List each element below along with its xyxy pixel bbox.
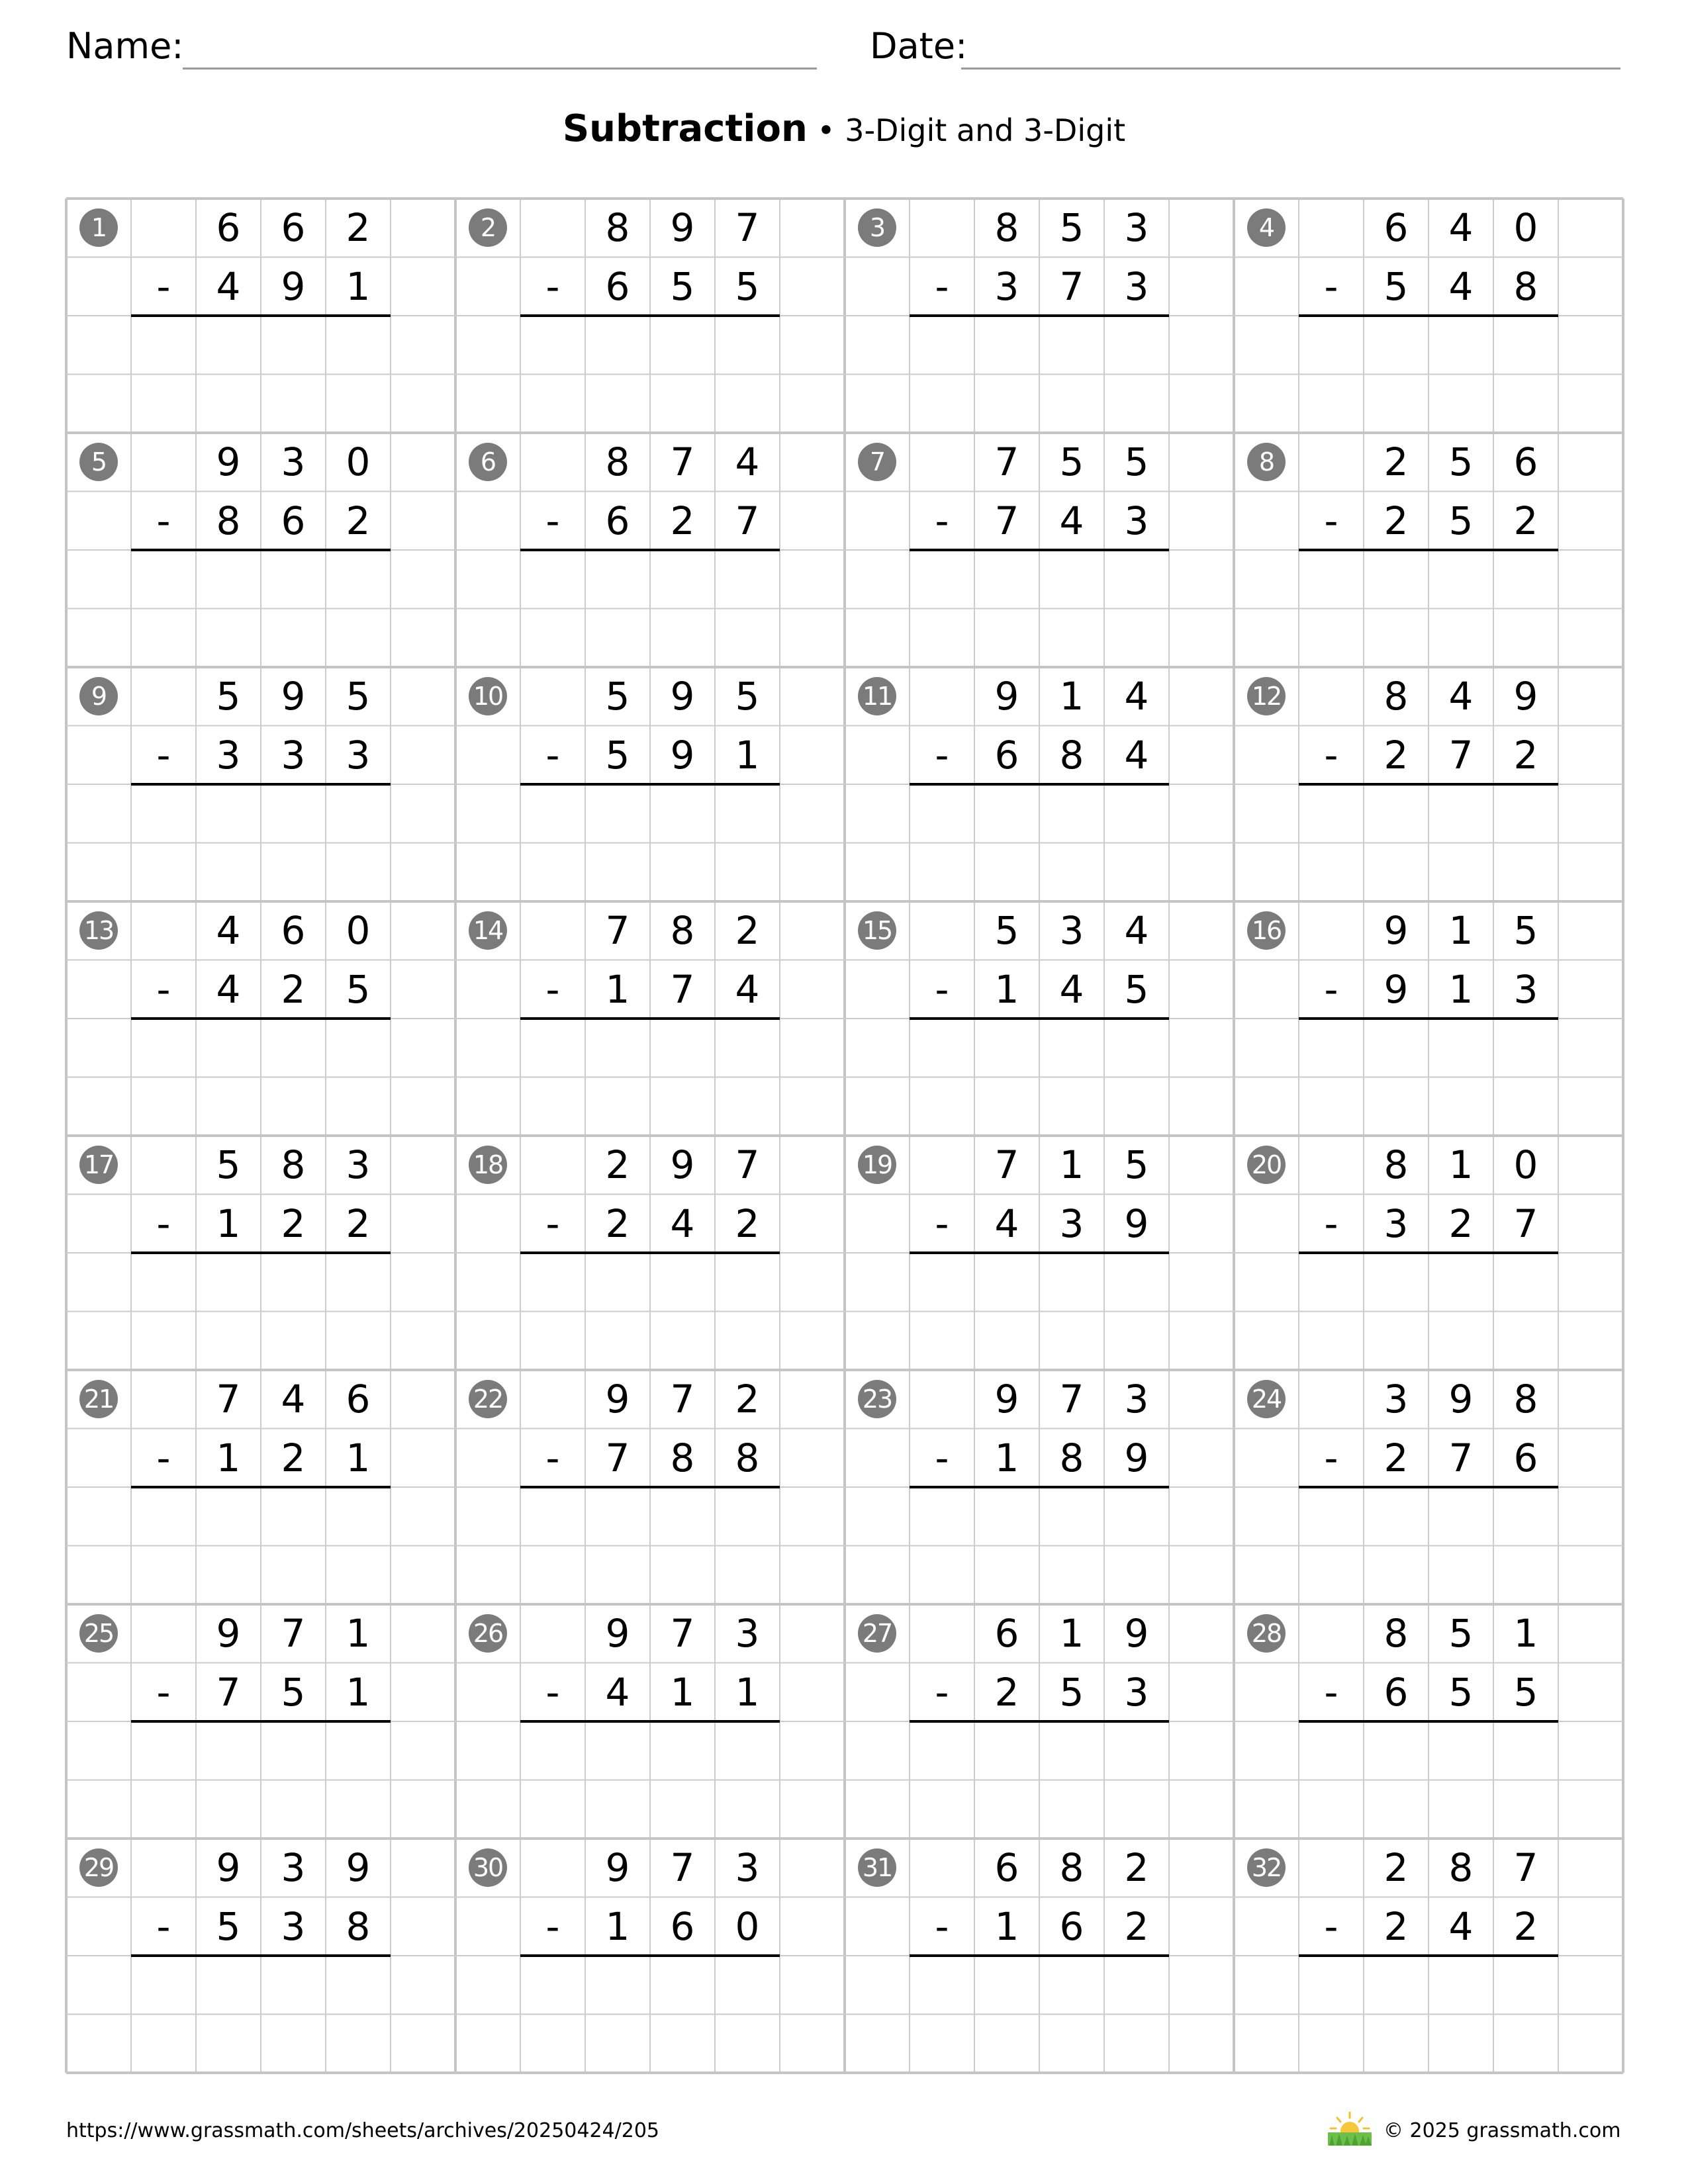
minus-sign: - [1324, 1903, 1338, 1949]
problem-number-badge: 32 [1247, 1848, 1286, 1887]
minuend-digit: 1 [1513, 1611, 1538, 1656]
subtrahend-digit: 7 [1059, 263, 1084, 309]
problem-number-badge: 11 [858, 677, 896, 715]
minuend-digit: 4 [1448, 674, 1474, 719]
minuend-digit: 9 [670, 205, 695, 250]
minus-sign: - [1324, 1669, 1338, 1715]
minuend-digit: 3 [735, 1611, 760, 1656]
subtrahend-digit: 8 [1059, 1435, 1084, 1480]
minuend-digit: 9 [605, 1377, 630, 1422]
minuend-digit: 0 [346, 908, 371, 953]
problem-number-badge: 27 [858, 1614, 896, 1653]
minuend-digit: 9 [216, 439, 241, 484]
minuend-digit: 7 [605, 908, 630, 953]
subtrahend-digit: 5 [735, 263, 760, 309]
minuend-digit: 3 [281, 439, 306, 484]
minus-sign: - [935, 732, 949, 778]
minuend-digit: 7 [670, 1611, 695, 1656]
subtrahend-digit: 9 [1383, 966, 1409, 1012]
minus-sign: - [935, 263, 949, 309]
title-main: Subtraction [562, 107, 808, 150]
minuend-digit: 8 [1448, 1845, 1474, 1890]
minuend-digit: 3 [1124, 1377, 1149, 1422]
problem-number-badge: 6 [469, 443, 507, 481]
minuend-digit: 2 [1124, 1845, 1149, 1890]
problem-number-badge: 12 [1247, 677, 1286, 715]
subtrahend-digit: 2 [281, 966, 306, 1012]
subtrahend-digit: 1 [605, 1903, 630, 1949]
problem-number-badge: 17 [79, 1146, 118, 1184]
subtrahend-digit: 5 [670, 263, 695, 309]
minuend-digit: 7 [670, 1377, 695, 1422]
minus-sign: - [156, 1903, 171, 1949]
problem-number-badge: 29 [79, 1848, 118, 1887]
subtrahend-digit: 4 [1448, 263, 1474, 309]
minuend-digit: 9 [605, 1611, 630, 1656]
minuend-digit: 9 [1513, 674, 1538, 719]
minuend-digit: 1 [1448, 1142, 1474, 1187]
subtrahend-digit: 3 [1124, 1669, 1149, 1715]
subtrahend-digit: 5 [1383, 263, 1409, 309]
subtrahend-digit: 1 [605, 966, 630, 1012]
subtrahend-digit: 2 [735, 1201, 760, 1246]
minuend-digit: 3 [346, 1142, 371, 1187]
minuend-digit: 9 [216, 1845, 241, 1890]
minuend-digit: 7 [994, 439, 1019, 484]
minuend-digit: 9 [994, 674, 1019, 719]
problem-number-badge: 7 [858, 443, 896, 481]
minuend-digit: 6 [994, 1845, 1019, 1890]
minus-sign: - [935, 498, 949, 543]
minuend-digit: 5 [216, 1142, 241, 1187]
problem-number-badge: 28 [1247, 1614, 1286, 1653]
problem-number-badge: 26 [469, 1614, 507, 1653]
subtrahend-digit: 6 [605, 263, 630, 309]
minuend-digit: 4 [1448, 205, 1474, 250]
problem-number-badge: 5 [79, 443, 118, 481]
minuend-digit: 3 [1059, 908, 1084, 953]
minus-sign: - [545, 1435, 560, 1480]
subtrahend-digit: 4 [1124, 732, 1149, 778]
subtrahend-digit: 5 [605, 732, 630, 778]
subtrahend-digit: 9 [1124, 1435, 1149, 1480]
subtrahend-digit: 2 [1513, 498, 1538, 543]
subtrahend-digit: 7 [994, 498, 1019, 543]
minuend-digit: 9 [1124, 1611, 1149, 1656]
name-label: Name: [66, 25, 184, 67]
subtrahend-digit: 7 [670, 966, 695, 1012]
minuend-digit: 5 [1124, 1142, 1149, 1187]
minuend-digit: 6 [346, 1377, 371, 1422]
minuend-digit: 9 [605, 1845, 630, 1890]
subtrahend-digit: 5 [281, 1669, 306, 1715]
subtrahend-digit: 2 [1124, 1903, 1149, 1949]
subtrahend-digit: 2 [1383, 1903, 1409, 1949]
subtrahend-digit: 5 [346, 966, 371, 1012]
minuend-digit: 2 [1383, 1845, 1409, 1890]
minus-sign: - [1324, 966, 1338, 1012]
problem-number-badge: 14 [469, 911, 507, 950]
minus-sign: - [545, 263, 560, 309]
subtrahend-digit: 3 [1513, 966, 1538, 1012]
subtrahend-digit: 2 [281, 1435, 306, 1480]
subtrahend-digit: 7 [1513, 1201, 1538, 1246]
subtrahend-digit: 2 [605, 1201, 630, 1246]
subtrahend-digit: 1 [735, 732, 760, 778]
subtrahend-digit: 2 [346, 498, 371, 543]
minuend-digit: 5 [1059, 439, 1084, 484]
subtrahend-digit: 8 [670, 1435, 695, 1480]
subtrahend-digit: 8 [216, 498, 241, 543]
subtrahend-digit: 8 [1059, 732, 1084, 778]
minuend-digit: 2 [346, 205, 371, 250]
minuend-digit: 5 [1124, 439, 1149, 484]
subtrahend-digit: 1 [216, 1201, 241, 1246]
minuend-digit: 8 [605, 205, 630, 250]
minus-sign: - [545, 1201, 560, 1246]
minus-sign: - [156, 263, 171, 309]
minuend-digit: 5 [346, 674, 371, 719]
minuend-digit: 0 [346, 439, 371, 484]
minuend-digit: 5 [1448, 1611, 1474, 1656]
subtrahend-digit: 4 [1448, 1903, 1474, 1949]
minus-sign: - [156, 1201, 171, 1246]
minuend-digit: 9 [216, 1611, 241, 1656]
minus-sign: - [1324, 1201, 1338, 1246]
subtrahend-digit: 4 [735, 966, 760, 1012]
minus-sign: - [156, 966, 171, 1012]
minus-sign: - [156, 1669, 171, 1715]
subtrahend-digit: 4 [605, 1669, 630, 1715]
date-label: Date: [870, 25, 968, 67]
subtrahend-digit: 4 [216, 263, 241, 309]
subtrahend-digit: 3 [281, 732, 306, 778]
problem-number-badge: 10 [469, 677, 507, 715]
minuend-digit: 7 [1059, 1377, 1084, 1422]
minuend-digit: 3 [735, 1845, 760, 1890]
minus-sign: - [935, 1669, 949, 1715]
subtrahend-digit: 2 [1383, 1435, 1409, 1480]
minuend-digit: 9 [670, 674, 695, 719]
footer-url: https://www.grassmath.com/sheets/archives/20250424/205 [66, 2119, 660, 2142]
minuend-digit: 3 [1124, 205, 1149, 250]
problem-number-badge: 16 [1247, 911, 1286, 950]
minuend-digit: 9 [994, 1377, 1019, 1422]
minuend-digit: 9 [281, 674, 306, 719]
subtrahend-digit: 0 [735, 1903, 760, 1949]
minuend-digit: 7 [994, 1142, 1019, 1187]
minus-sign: - [935, 1903, 949, 1949]
minuend-digit: 7 [216, 1377, 241, 1422]
minuend-digit: 9 [670, 1142, 695, 1187]
minuend-digit: 3 [281, 1845, 306, 1890]
minuend-digit: 6 [216, 205, 241, 250]
subtrahend-digit: 9 [281, 263, 306, 309]
minus-sign: - [545, 1903, 560, 1949]
minuend-digit: 7 [670, 439, 695, 484]
problem-number-badge: 4 [1247, 208, 1286, 247]
problem-number-badge: 1 [79, 208, 118, 247]
minuend-digit: 8 [605, 439, 630, 484]
subtrahend-digit: 2 [1448, 1201, 1474, 1246]
minuend-digit: 5 [1448, 439, 1474, 484]
minus-sign: - [545, 966, 560, 1012]
problem-number-badge: 3 [858, 208, 896, 247]
minuend-digit: 4 [216, 908, 241, 953]
minuend-digit: 2 [605, 1142, 630, 1187]
subtrahend-digit: 3 [281, 1903, 306, 1949]
problem-number-badge: 31 [858, 1848, 896, 1887]
page-title [0, 106, 1688, 154]
minus-sign: - [156, 498, 171, 543]
subtrahend-digit: 4 [216, 966, 241, 1012]
minuend-digit: 7 [735, 205, 760, 250]
minuend-digit: 2 [1383, 439, 1409, 484]
minuend-digit: 8 [1383, 1611, 1409, 1656]
minuend-digit: 1 [1059, 674, 1084, 719]
problem-number-badge: 23 [858, 1380, 896, 1418]
minuend-digit: 4 [1124, 674, 1149, 719]
minus-sign: - [1324, 263, 1338, 309]
subtrahend-digit: 8 [346, 1903, 371, 1949]
subtrahend-digit: 6 [1513, 1435, 1538, 1480]
minuend-digit: 5 [735, 674, 760, 719]
subtrahend-digit: 6 [281, 498, 306, 543]
minuend-digit: 6 [1383, 205, 1409, 250]
minus-sign: - [935, 966, 949, 1012]
minuend-digit: 8 [281, 1142, 306, 1187]
subtrahend-digit: 8 [1513, 263, 1538, 309]
subtrahend-digit: 9 [670, 732, 695, 778]
minus-sign: - [545, 498, 560, 543]
subtrahend-digit: 4 [1059, 966, 1084, 1012]
problem-number-badge: 30 [469, 1848, 507, 1887]
minuend-digit: 8 [670, 908, 695, 953]
problem-number-badge: 21 [79, 1380, 118, 1418]
subtrahend-digit: 1 [346, 1669, 371, 1715]
problem-number-badge: 18 [469, 1146, 507, 1184]
problem-number-badge: 24 [1247, 1380, 1286, 1418]
minuend-digit: 6 [1513, 439, 1538, 484]
title-subtitle: • 3-Digit and 3-Digit [807, 113, 1126, 148]
subtrahend-digit: 1 [994, 1435, 1019, 1480]
subtrahend-digit: 5 [216, 1903, 241, 1949]
minuend-digit: 6 [994, 1611, 1019, 1656]
subtrahend-digit: 1 [735, 1669, 760, 1715]
minuend-digit: 1 [1448, 908, 1474, 953]
subtrahend-digit: 1 [994, 966, 1019, 1012]
subtrahend-digit: 2 [1513, 1903, 1538, 1949]
subtrahend-digit: 4 [994, 1201, 1019, 1246]
subtrahend-digit: 1 [346, 263, 371, 309]
subtrahend-digit: 6 [670, 1903, 695, 1949]
minuend-digit: 4 [735, 439, 760, 484]
subtrahend-digit: 3 [1383, 1201, 1409, 1246]
subtrahend-digit: 2 [346, 1201, 371, 1246]
subtrahend-digit: 6 [1383, 1669, 1409, 1715]
problem-number-badge: 20 [1247, 1146, 1286, 1184]
minuend-digit: 9 [1383, 908, 1409, 953]
subtrahend-digit: 8 [735, 1435, 760, 1480]
minuend-digit: 1 [346, 1611, 371, 1656]
subtrahend-digit: 3 [216, 732, 241, 778]
subtrahend-digit: 1 [1448, 966, 1474, 1012]
subtrahend-digit: 3 [1124, 263, 1149, 309]
minuend-digit: 8 [1513, 1377, 1538, 1422]
minuend-digit: 8 [1383, 674, 1409, 719]
minuend-digit: 8 [994, 205, 1019, 250]
minuend-digit: 7 [1513, 1845, 1538, 1890]
minuend-digit: 5 [994, 908, 1019, 953]
problem-number-badge: 19 [858, 1146, 896, 1184]
minus-sign: - [1324, 1435, 1338, 1480]
subtrahend-digit: 5 [1513, 1669, 1538, 1715]
footer-copyright: © 2025 grassmath.com [1383, 2119, 1621, 2142]
subtrahend-digit: 3 [1059, 1201, 1084, 1246]
minus-sign: - [1324, 732, 1338, 778]
subtrahend-digit: 1 [346, 1435, 371, 1480]
minuend-digit: 9 [1448, 1377, 1474, 1422]
minuend-digit: 0 [1513, 205, 1538, 250]
problem-number-badge: 13 [79, 911, 118, 950]
minuend-digit: 8 [1383, 1142, 1409, 1187]
subtrahend-digit: 2 [1383, 732, 1409, 778]
subtrahend-digit: 2 [670, 498, 695, 543]
subtrahend-digit: 6 [605, 498, 630, 543]
minus-sign: - [935, 1435, 949, 1480]
minus-sign: - [545, 1669, 560, 1715]
minus-sign: - [935, 1201, 949, 1246]
subtrahend-digit: 2 [1513, 732, 1538, 778]
minuend-digit: 1 [1059, 1142, 1084, 1187]
minuend-digit: 1 [1059, 1611, 1084, 1656]
subtrahend-digit: 5 [1448, 498, 1474, 543]
minuend-digit: 7 [281, 1611, 306, 1656]
subtrahend-digit: 7 [735, 498, 760, 543]
minuend-digit: 6 [281, 205, 306, 250]
minuend-digit: 8 [1059, 1845, 1084, 1890]
problem-number-badge: 2 [469, 208, 507, 247]
subtrahend-digit: 9 [1124, 1201, 1149, 1246]
subtrahend-digit: 2 [1383, 498, 1409, 543]
sun-over-grass-icon [1327, 2110, 1373, 2147]
subtrahend-digit: 6 [1059, 1903, 1084, 1949]
minuend-digit: 5 [605, 674, 630, 719]
subtrahend-digit: 5 [1124, 966, 1149, 1012]
problem-number-badge: 22 [469, 1380, 507, 1418]
minuend-digit: 2 [735, 1377, 760, 1422]
minus-sign: - [1324, 498, 1338, 543]
subtrahend-digit: 1 [670, 1669, 695, 1715]
subtrahend-digit: 5 [1448, 1669, 1474, 1715]
subtrahend-digit: 1 [994, 1903, 1019, 1949]
subtrahend-digit: 3 [346, 732, 371, 778]
subtrahend-digit: 1 [216, 1435, 241, 1480]
problem-number-badge: 9 [79, 677, 118, 715]
minuend-digit: 3 [1383, 1377, 1409, 1422]
subtrahend-digit: 2 [994, 1669, 1019, 1715]
subtrahend-digit: 4 [1059, 498, 1084, 543]
minuend-digit: 4 [281, 1377, 306, 1422]
minuend-digit: 5 [1059, 205, 1084, 250]
subtrahend-digit: 7 [605, 1435, 630, 1480]
problem-number-badge: 25 [79, 1614, 118, 1653]
minus-sign: - [156, 1435, 171, 1480]
minuend-digit: 7 [735, 1142, 760, 1187]
subtrahend-digit: 5 [1059, 1669, 1084, 1715]
minuend-digit: 6 [281, 908, 306, 953]
subtrahend-digit: 2 [281, 1201, 306, 1246]
minuend-digit: 5 [1513, 908, 1538, 953]
name-line[interactable] [183, 68, 817, 69]
problem-number-badge: 15 [858, 911, 896, 950]
minuend-digit: 5 [216, 674, 241, 719]
minuend-digit: 2 [735, 908, 760, 953]
subtrahend-digit: 7 [216, 1669, 241, 1715]
subtrahend-digit: 4 [670, 1201, 695, 1246]
minus-sign: - [545, 732, 560, 778]
minuend-digit: 4 [1124, 908, 1149, 953]
minuend-digit: 7 [670, 1845, 695, 1890]
subtrahend-digit: 3 [1124, 498, 1149, 543]
subtrahend-digit: 7 [1448, 1435, 1474, 1480]
date-line[interactable] [961, 68, 1620, 69]
minuend-digit: 9 [346, 1845, 371, 1890]
subtrahend-digit: 7 [1448, 732, 1474, 778]
minus-sign: - [156, 732, 171, 778]
problem-number-badge: 8 [1247, 443, 1286, 481]
subtrahend-digit: 6 [994, 732, 1019, 778]
subtrahend-digit: 3 [994, 263, 1019, 309]
minuend-digit: 0 [1513, 1142, 1538, 1187]
